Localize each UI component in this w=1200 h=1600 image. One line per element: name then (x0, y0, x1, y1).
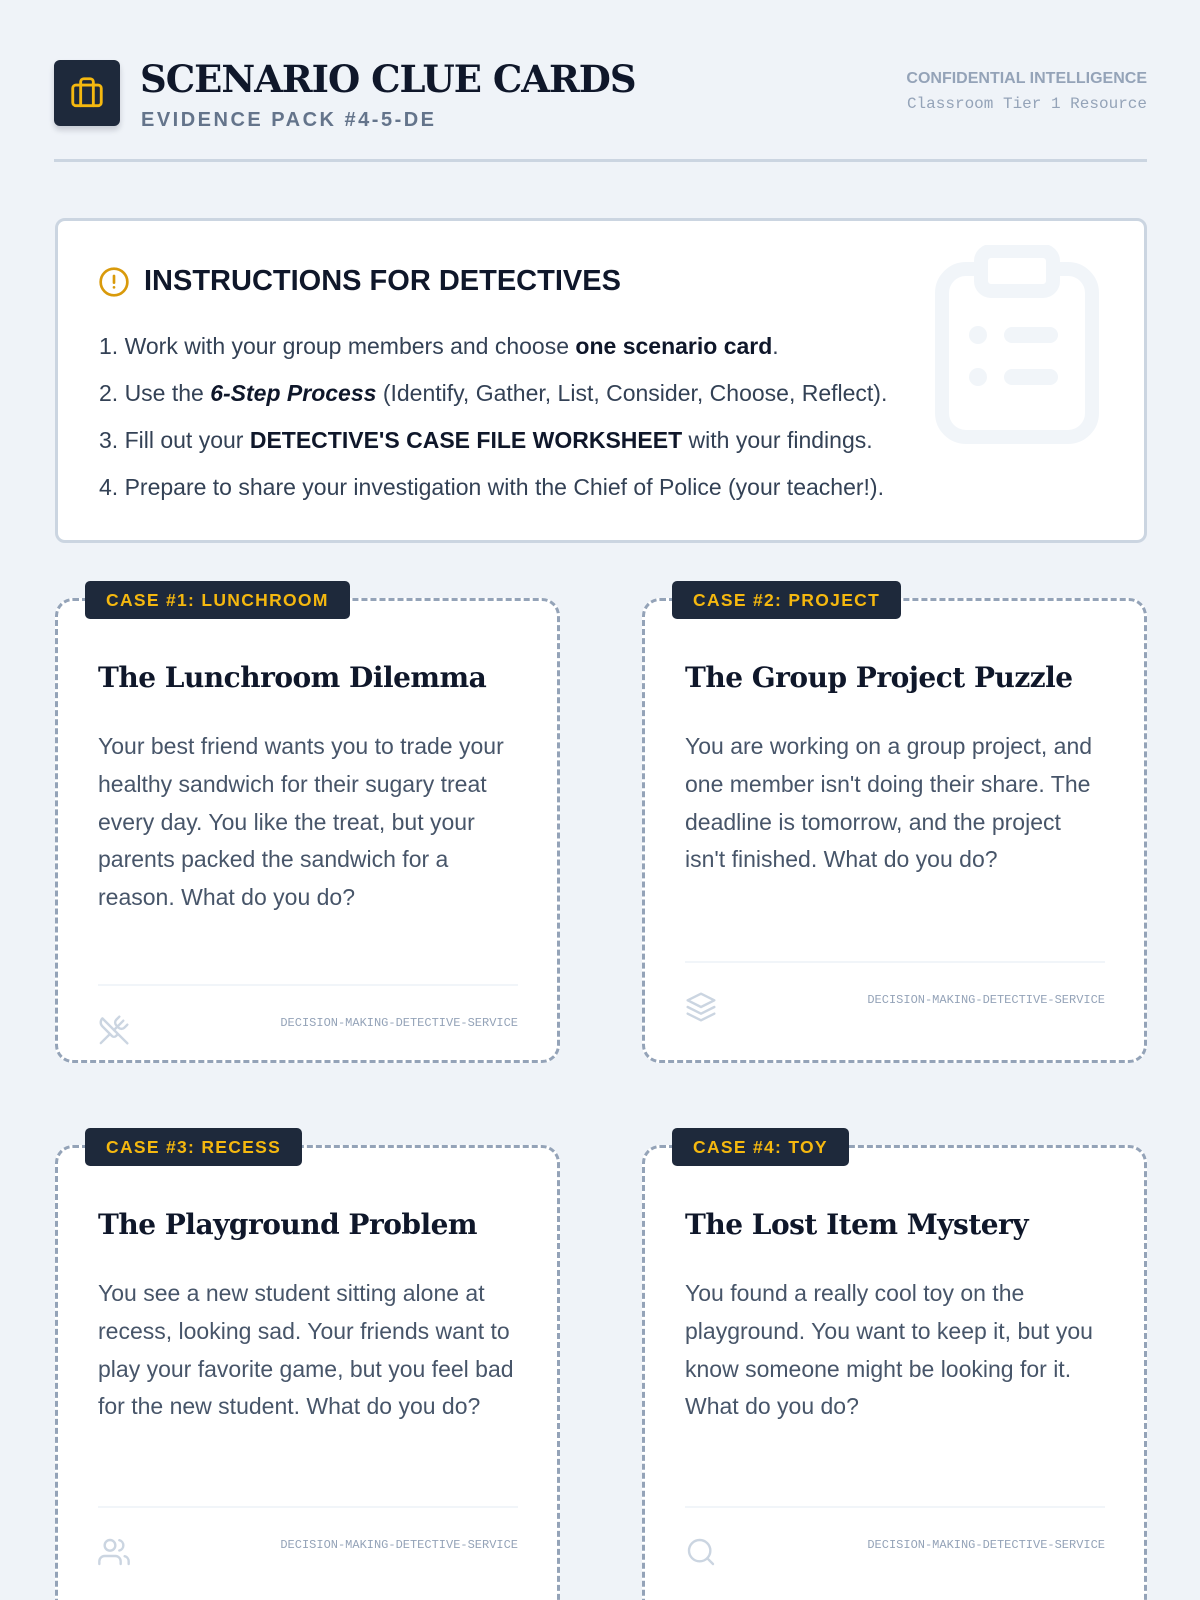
resource-label: Classroom Tier 1 Resource (906, 95, 1147, 113)
instruction-step-1 (99, 323, 887, 370)
card-title: The Lunchroom Dilemma (98, 661, 487, 694)
case-tag: CASE #4: TOY (672, 1128, 849, 1166)
card-footer (685, 1506, 1105, 1552)
case-tag: CASE #2: PROJECT (672, 581, 901, 619)
scenario-card-recess (55, 1137, 560, 1600)
step-3-emphasis: DETECTIVE'S CASE FILE WORKSHEET (249, 427, 683, 453)
clipboard-list-icon (934, 245, 1104, 445)
card-title: The Lost Item Mystery (685, 1208, 1029, 1241)
step-3-end: with your findings. (682, 427, 873, 453)
scenario-card-project (642, 590, 1147, 1063)
scenario-card-toy (642, 1137, 1147, 1600)
instruction-step-2 (99, 370, 887, 417)
card-footer (98, 984, 518, 1030)
instructions-heading (98, 265, 621, 298)
instruction-step-3 (99, 417, 887, 464)
utensils-crossed-icon (98, 1014, 130, 1046)
confidential-label: CONFIDENTIAL INTELLIGENCE (906, 70, 1147, 87)
card-footer-code: DECISION-MAKING-DETECTIVE-SERVICE (867, 993, 1105, 1007)
briefcase-icon (68, 74, 106, 112)
users-icon (98, 1536, 130, 1568)
step-2-text: 2. Use the (99, 380, 211, 406)
card-footer-code: DECISION-MAKING-DETECTIVE-SERVICE (280, 1538, 518, 1552)
card-description: You are working on a group project, and one member isn't doing their share. The deadline is tomorrow, and the project isn't finished. What do you do? (685, 733, 1093, 873)
card-title: The Group Project Puzzle (685, 661, 1073, 694)
instructions-title: INSTRUCTIONS FOR DETECTIVES (144, 265, 621, 297)
card-description: Your best friend wants you to trade your healthy sandwich for their sugary treat every day. You like the treat, but your parents packed the sandwich for a reason. What do you do? (98, 733, 504, 911)
card-title: The Playground Problem (98, 1208, 478, 1241)
page-subtitle: EVIDENCE PACK #4-5-DE (141, 109, 437, 131)
alert-circle-icon (98, 266, 130, 298)
card-footer-code: DECISION-MAKING-DETECTIVE-SERVICE (280, 1016, 518, 1030)
card-footer (685, 961, 1105, 1007)
step-2-end: (Identify, Gather, List, Consider, Choose, Reflect). (376, 380, 888, 406)
instructions-panel (55, 218, 1147, 543)
page-header (54, 57, 1147, 162)
card-description: You see a new student sitting alone at recess, looking sad. Your friends want to play your favorite game, but you feel bad for the new student. What do you do? (98, 1280, 514, 1420)
step-2-emphasis: 6-Step Process (210, 380, 377, 406)
card-description: You found a really cool toy on the playground. You want to keep it, but you know someone might be looking for it. What do you do? (685, 1280, 1093, 1420)
step-3-text: 3. Fill out your (99, 427, 250, 453)
case-tag: CASE #1: LUNCHROOM (85, 581, 350, 619)
instructions-list (99, 323, 887, 511)
step-1-end: . (772, 333, 779, 359)
logo-badge (54, 60, 120, 126)
search-icon (685, 1536, 717, 1568)
card-footer (98, 1506, 518, 1552)
layers-icon (685, 991, 717, 1023)
card-footer-code: DECISION-MAKING-DETECTIVE-SERVICE (867, 1538, 1105, 1552)
step-1-text: 1. Work with your group members and choose (99, 333, 576, 359)
case-tag: CASE #3: RECESS (85, 1128, 302, 1166)
page-title: SCENARIO CLUE CARDS (140, 57, 636, 101)
scenario-card-lunchroom (55, 590, 560, 1063)
step-1-emphasis: one scenario card (575, 333, 773, 359)
instruction-step-4: 4. Prepare to share your investigation with the Chief of Police (your teacher!). (99, 474, 884, 500)
